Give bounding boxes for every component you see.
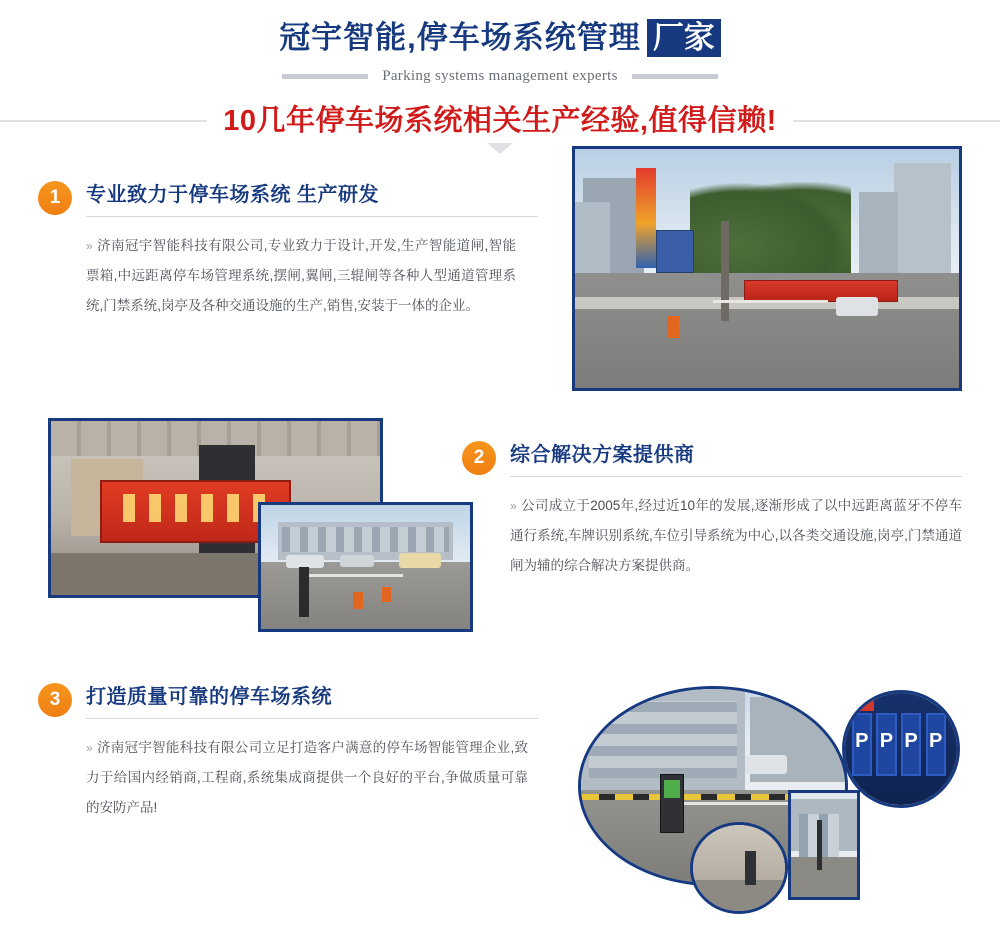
section-1-rule — [86, 216, 538, 217]
section-2-title: 综合解决方案提供商 — [510, 444, 695, 466]
photo-7-content — [845, 693, 957, 805]
section-3-body-wrap — [38, 733, 528, 823]
header-title-row — [0, 18, 1000, 58]
poster-header — [0, 0, 1000, 145]
photo-parking-lot — [258, 502, 473, 632]
section-2-rule — [510, 476, 962, 477]
section-3-title: 打造质量可靠的停车场系统 — [86, 686, 332, 708]
section-2-title-wrap — [510, 438, 962, 477]
section-1-body: 济南冠宇智能科技有限公司,专业致力于设计,开发,生产智能道闸,智能票箱,中远距离停车场管理系统,摆闸,翼闸,三辊闸等各种人型通道管理系统,门禁系统,岗亭及各种交通设施的生产,销售,安装于一体的企业。 — [86, 238, 516, 313]
bullet-icon: » — [86, 741, 93, 755]
guidance-sign-label-3: P — [904, 730, 918, 753]
section-2 — [462, 438, 962, 581]
section-3 — [38, 680, 538, 823]
title-badge: 厂家 — [647, 19, 721, 57]
experience-banner — [0, 97, 1000, 145]
photo-5-content — [693, 825, 785, 911]
section-1-title-wrap — [86, 178, 538, 217]
section-1-heading — [38, 178, 538, 217]
photo-guard-booth — [788, 790, 860, 900]
divider-left — [282, 74, 368, 79]
photo-garage-entrance — [690, 822, 788, 914]
photo-6-content — [791, 793, 857, 897]
section-1-title: 专业致力于停车场系统 生产研发 — [86, 184, 380, 206]
banner-arrow-icon — [487, 143, 513, 154]
section-1 — [38, 178, 538, 321]
header-subtitle-row — [0, 68, 1000, 85]
section-2-body-wrap — [462, 491, 962, 581]
section-1-number: 1 — [38, 181, 72, 215]
section-2-body: 公司成立于2005年,经过近10年的发展,逐渐形成了以中远距离蓝牙不停车通行系统,车牌识别系统,车位引导系统为中心,以各类交通设施,岗亭,门禁通道闸为辅的综合解决方案提供商。 — [510, 498, 962, 573]
section-3-title-wrap — [86, 680, 538, 719]
section-3-heading — [38, 680, 538, 719]
section-1-body-wrap — [38, 231, 516, 321]
photo-gate-entrance — [572, 146, 962, 391]
photo-1-content — [575, 149, 959, 388]
section-3-rule — [86, 718, 538, 719]
section-3-number: 3 — [38, 683, 72, 717]
photo-3-content — [261, 505, 470, 629]
section-2-heading — [462, 438, 962, 477]
guidance-sign-label-1: P — [855, 730, 869, 753]
divider-right — [632, 74, 718, 79]
guidance-sign-label-4: P — [929, 730, 943, 753]
subtitle-english: Parking systems management experts — [382, 68, 618, 84]
bullet-icon: » — [510, 499, 517, 513]
photo-parking-guidance-signs — [842, 690, 960, 808]
bullet-icon: » — [86, 239, 93, 253]
section-3-body: 济南冠宇智能科技有限公司立足打造客户满意的停车场智能管理企业,致力于给国内经销商,工程商,系统集成商提供一个良好的平台,争做质量可靠的安防产品! — [86, 740, 528, 815]
page-title: 冠宇智能,停车场系统管理 — [279, 20, 641, 55]
section-2-number: 2 — [462, 441, 496, 475]
guidance-sign-label-2: P — [879, 730, 894, 753]
banner-text: 10几年停车场系统相关生产经验,值得信赖! — [207, 97, 792, 145]
